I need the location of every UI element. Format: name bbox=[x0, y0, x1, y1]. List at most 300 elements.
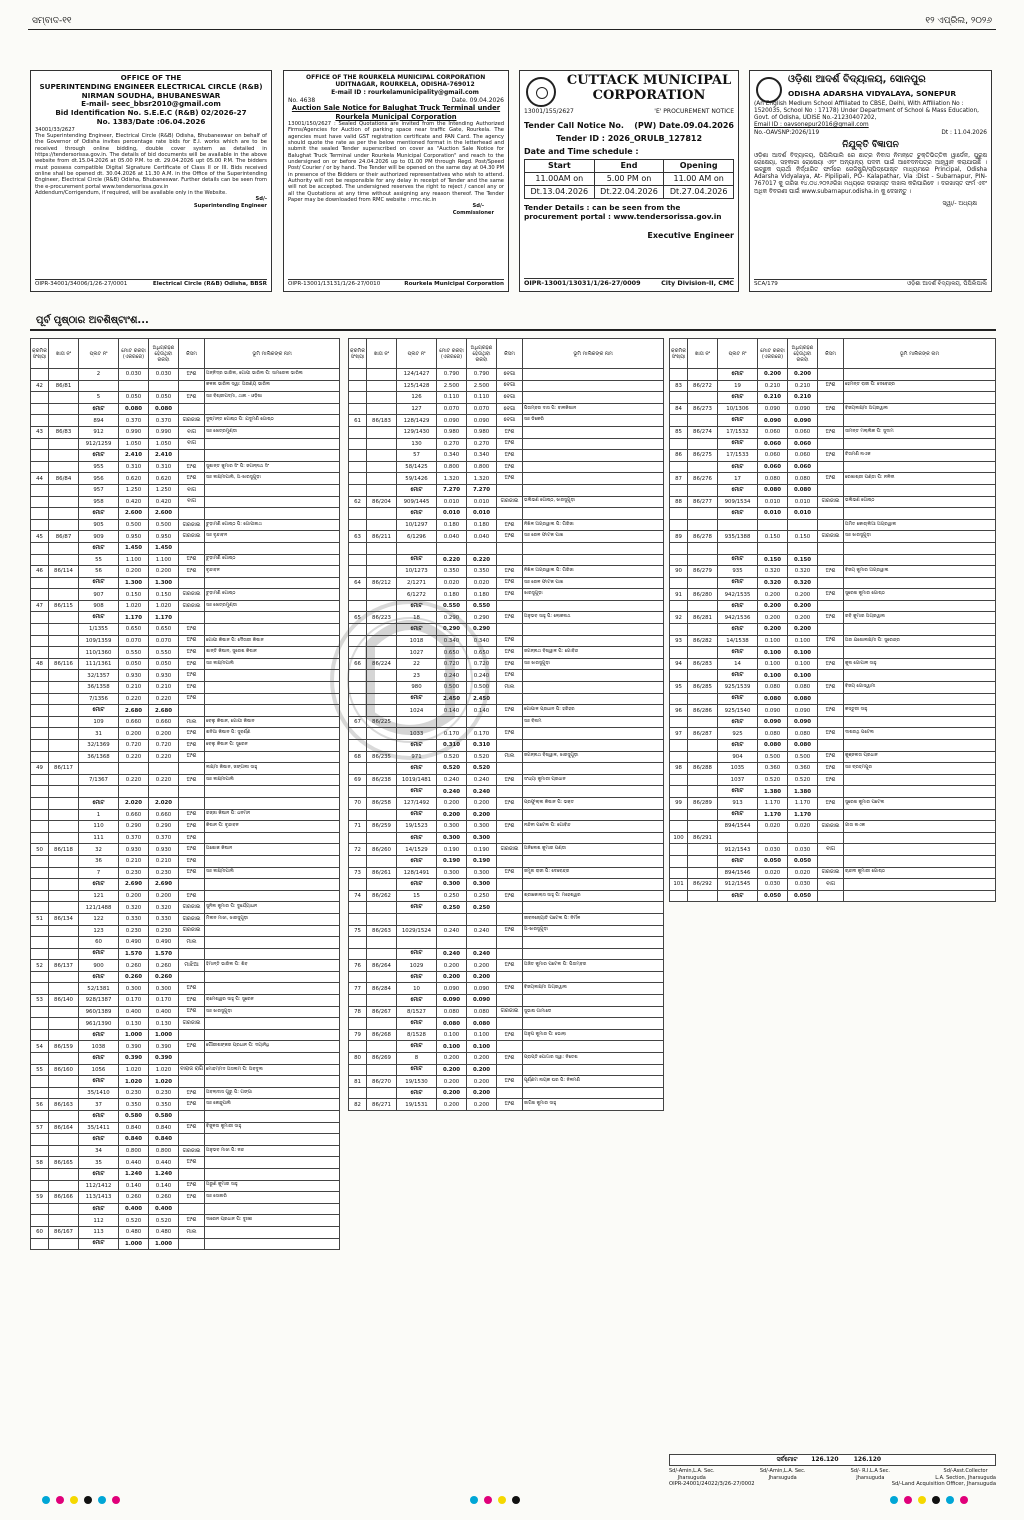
cell-sl bbox=[349, 786, 367, 798]
cell-t: 0.200 bbox=[119, 566, 149, 578]
cell-sl: 92 bbox=[670, 612, 688, 624]
cell-t: 0.240 bbox=[437, 786, 467, 798]
cell-pl: 23 bbox=[397, 670, 437, 682]
cell-sl: 82 bbox=[349, 1099, 367, 1111]
cell-t: 0.240 bbox=[437, 774, 467, 786]
cell-k: ଗରଜାଇ bbox=[179, 902, 205, 914]
cell-pl: 10 bbox=[397, 983, 437, 995]
table-row bbox=[349, 403, 664, 415]
cell-pl: ମୋଟ bbox=[718, 809, 758, 821]
column-header: ଭୂମି ମାଲିକଙ୍କ ନାମ bbox=[523, 339, 664, 369]
cell-sl: 61 bbox=[349, 415, 367, 427]
cell-sl bbox=[31, 589, 49, 601]
cell-kh bbox=[688, 461, 718, 473]
cell-sl: 67 bbox=[349, 716, 367, 728]
table-row bbox=[349, 670, 664, 682]
cell-pl: 17/1533 bbox=[718, 450, 758, 462]
cell-kh bbox=[49, 821, 79, 833]
total-row bbox=[670, 554, 996, 566]
cell-kh bbox=[367, 693, 397, 705]
cell-sl: 50 bbox=[31, 844, 49, 856]
cell-kh bbox=[49, 392, 79, 404]
cell-pl: ମୋଟ bbox=[397, 1087, 437, 1099]
cell-a: 0.210 bbox=[788, 380, 818, 392]
cell-sl bbox=[349, 913, 367, 925]
table-row bbox=[31, 438, 340, 450]
cell-a: 0.400 bbox=[149, 1203, 179, 1215]
cell-t: 0.990 bbox=[119, 426, 149, 438]
cell-k bbox=[497, 763, 523, 775]
cell-sl bbox=[349, 879, 367, 891]
cell-n bbox=[844, 508, 996, 520]
cell-sl bbox=[349, 728, 367, 740]
schedule-cell: Dt.13.04.2026 bbox=[525, 185, 595, 198]
cell-kh: 86/116 bbox=[49, 658, 79, 670]
cell-sl bbox=[349, 635, 367, 647]
cell-sl bbox=[31, 438, 49, 450]
cell-t: 0.060 bbox=[758, 450, 788, 462]
cell-kh: 86/279 bbox=[688, 566, 718, 578]
cell-pl: 109/1359 bbox=[79, 635, 119, 647]
cell-kh bbox=[49, 519, 79, 531]
cell-kh bbox=[367, 937, 397, 949]
cell-a: 0.980 bbox=[467, 426, 497, 438]
cell-k: ଅଂଶ bbox=[179, 1180, 205, 1192]
cell-n bbox=[205, 1134, 340, 1146]
column-header: କ୍ରମିକ ସଂଖ୍ୟା bbox=[31, 339, 49, 369]
cell-pl: 36/1368 bbox=[79, 751, 119, 763]
cell-n: ସାଃ ବ୍ରହ୍ମପୁର bbox=[844, 763, 996, 775]
cell-kh: 86/260 bbox=[367, 844, 397, 856]
cell-kh bbox=[367, 763, 397, 775]
cell-pl bbox=[397, 913, 437, 925]
cell-pl: ମୋଟ bbox=[79, 1111, 119, 1123]
cell-t: 0.840 bbox=[119, 1134, 149, 1146]
cell-t: 0.650 bbox=[437, 647, 467, 659]
table-row bbox=[670, 496, 996, 508]
cell-a: 0.370 bbox=[149, 832, 179, 844]
cell-k: ଅଂଶ bbox=[497, 960, 523, 972]
cell-sl bbox=[670, 624, 688, 636]
cell-a: 0.440 bbox=[149, 1157, 179, 1169]
cell-k: ମାଲ bbox=[179, 1226, 205, 1238]
cell-t: 0.500 bbox=[758, 751, 788, 763]
cell-n bbox=[844, 647, 996, 659]
cell-n bbox=[205, 496, 340, 508]
signature-place: L.A. Section, Jharsuguda bbox=[935, 1474, 996, 1481]
cell-n: ସୁରେଶ କୁମାର ଗୋଷ୍ଠ bbox=[844, 589, 996, 601]
cell-sl: 60 bbox=[31, 1226, 49, 1238]
cell-n: ବେଲୁ କିଷାନ, ଗୋପୀ କିଷାନ bbox=[205, 716, 340, 728]
cell-sl bbox=[349, 1087, 367, 1099]
cell-k bbox=[179, 1053, 205, 1065]
ad1-bid-id: Bid Identification No. S.E.E.C (R&B) 02/2026-27 bbox=[55, 108, 247, 118]
cell-sl bbox=[31, 1029, 49, 1041]
cell-sl bbox=[349, 855, 367, 867]
cell-n bbox=[523, 461, 664, 473]
cell-k: ଅଂଶ bbox=[179, 809, 205, 821]
cell-pl: ମୋଟ bbox=[79, 1134, 119, 1146]
schedule-cell: Dt.27.04.2026 bbox=[664, 185, 734, 198]
cell-pl: ମୋଟ bbox=[79, 403, 119, 415]
total-row bbox=[670, 415, 996, 427]
cell-sl bbox=[349, 1018, 367, 1030]
cell-k: ଅଂଶ bbox=[179, 369, 205, 381]
cell-sl bbox=[670, 554, 688, 566]
total-row bbox=[349, 624, 664, 636]
cell-t: 0.150 bbox=[119, 589, 149, 601]
cell-kh bbox=[367, 879, 397, 891]
cell-a: 0.790 bbox=[467, 369, 497, 381]
cell-pl: 126 bbox=[397, 392, 437, 404]
cell-kh bbox=[688, 438, 718, 450]
cell-k bbox=[818, 786, 844, 798]
column-header: ମୋଟ ରକବା (ଏକରରେ) bbox=[758, 339, 788, 369]
cell-n bbox=[844, 484, 996, 496]
cell-pl: 928/1387 bbox=[79, 995, 119, 1007]
cell-a: 0.130 bbox=[149, 1018, 179, 1030]
ad1-footer-office: Electrical Circle (R&B) Odisha, BBSR bbox=[152, 281, 267, 288]
cell-n bbox=[523, 971, 664, 983]
cell-sl: 97 bbox=[670, 728, 688, 740]
table-row bbox=[349, 797, 664, 809]
cell-n: ପୂର୍ଣ୍ଣମ ନାୟକ ଘର ପି: ନିଳମଣି bbox=[523, 1076, 664, 1088]
cell-a bbox=[467, 542, 497, 554]
cell-t: 0.370 bbox=[119, 415, 149, 427]
table-row bbox=[31, 682, 340, 694]
cell-kh bbox=[367, 670, 397, 682]
cell-pl: ମୋଟ bbox=[718, 624, 758, 636]
cell-pl: 8/1528 bbox=[397, 1029, 437, 1041]
cell-sl bbox=[349, 542, 367, 554]
cell-kh: 86/212 bbox=[367, 577, 397, 589]
cell-t: 0.180 bbox=[437, 589, 467, 601]
cell-k: ଅଂଶ bbox=[179, 728, 205, 740]
ad4-sign: ସ୍ୱା/- ଅଧ୍ୟକ୍ଷ bbox=[942, 199, 977, 207]
cell-a: 0.480 bbox=[149, 1226, 179, 1238]
cell-kh: 86/225 bbox=[367, 716, 397, 728]
cell-pl: 958 bbox=[79, 496, 119, 508]
cell-k: ଅଂଶ bbox=[179, 1087, 205, 1099]
table-row bbox=[31, 1145, 340, 1157]
cell-t: 0.660 bbox=[119, 716, 149, 728]
cell-n: ଅରୁଣ କୁମାର ସାହୁ bbox=[205, 1180, 340, 1192]
cell-sl bbox=[31, 450, 49, 462]
cell-t: 0.050 bbox=[119, 658, 149, 670]
cell-n: ସୁଶାନ୍ତ କୁମାର ସିଂ ପି: ଜଗନ୍ନାଥ ସିଂ bbox=[205, 461, 340, 473]
cell-a: 0.060 bbox=[788, 438, 818, 450]
cell-sl bbox=[349, 403, 367, 415]
cell-a: 0.240 bbox=[467, 925, 497, 937]
cell-sl bbox=[349, 1064, 367, 1076]
cell-t: 0.390 bbox=[119, 1053, 149, 1065]
cell-t: 0.220 bbox=[119, 774, 149, 786]
table-row bbox=[349, 496, 664, 508]
ad3-title-2: CORPORATION bbox=[592, 87, 706, 103]
cell-a: 0.230 bbox=[149, 867, 179, 879]
cell-kh bbox=[688, 508, 718, 520]
cell-k bbox=[818, 670, 844, 682]
cell-k bbox=[818, 392, 844, 404]
cell-kh bbox=[688, 647, 718, 659]
cell-a: 0.200 bbox=[467, 1087, 497, 1099]
cell-k bbox=[497, 1064, 523, 1076]
cell-kh bbox=[49, 751, 79, 763]
cell-k bbox=[179, 577, 205, 589]
cell-a: 1.450 bbox=[149, 542, 179, 554]
cell-t: 0.340 bbox=[437, 450, 467, 462]
table-row bbox=[31, 1099, 340, 1111]
cell-pl: 6/1296 bbox=[397, 531, 437, 543]
cell-pl: 2/1271 bbox=[397, 577, 437, 589]
cell-k: ଅଂଶ bbox=[818, 380, 844, 392]
ad3-schedule-label: Date and Time schedule : bbox=[524, 146, 639, 156]
cell-pl: ମୋଟ bbox=[397, 855, 437, 867]
cell-sl bbox=[349, 693, 367, 705]
cell-kh bbox=[367, 508, 397, 520]
cell-sl: 49 bbox=[31, 763, 49, 775]
cell-a: 0.150 bbox=[788, 531, 818, 543]
cell-n bbox=[205, 705, 340, 717]
cell-n: ବିଜୟଲକ୍ଷ୍ମୀ ଅଗ୍ରୱାଲ bbox=[523, 983, 664, 995]
total-row bbox=[349, 1064, 664, 1076]
cell-sl: 90 bbox=[670, 566, 688, 578]
cell-kh bbox=[367, 600, 397, 612]
cell-kh bbox=[688, 369, 718, 381]
cell-n bbox=[844, 542, 996, 554]
cell-k: ଅଂଶ bbox=[497, 890, 523, 902]
cell-sl bbox=[670, 867, 688, 879]
cell-n bbox=[205, 971, 340, 983]
cell-pl: 942/1535 bbox=[718, 589, 758, 601]
cell-kh: 86/273 bbox=[688, 403, 718, 415]
cell-kh: 86/286 bbox=[688, 705, 718, 717]
cell-t: 1.000 bbox=[119, 1238, 149, 1250]
cell-pl: 15 bbox=[397, 890, 437, 902]
cell-n: କଳନା ଭାରିଲ ସ୍ୱା: ଅରଣ୍ୟ ଭାରିଲ bbox=[205, 380, 340, 392]
cell-t: 0.200 bbox=[119, 890, 149, 902]
cell-n: ସୁରେଶ କୁମାର ପଟେଲ bbox=[844, 797, 996, 809]
cell-n: କୁଞ୍ଜଲତା ପ୍ରଧାନ bbox=[844, 751, 996, 763]
cell-sl bbox=[670, 844, 688, 856]
cell-kh bbox=[49, 624, 79, 636]
cell-kh bbox=[49, 682, 79, 694]
cell-t: 0.350 bbox=[119, 1099, 149, 1111]
cell-a: 0.050 bbox=[149, 392, 179, 404]
cell-n bbox=[844, 890, 996, 902]
cell-k bbox=[497, 937, 523, 949]
cell-kh: 86/163 bbox=[49, 1099, 79, 1111]
total-row bbox=[349, 832, 664, 844]
cell-kh bbox=[367, 554, 397, 566]
cell-t: 2.410 bbox=[119, 450, 149, 462]
cell-kh bbox=[49, 438, 79, 450]
table-row bbox=[31, 844, 340, 856]
cell-kh: 86/238 bbox=[367, 774, 397, 786]
cell-t: 2.600 bbox=[119, 508, 149, 520]
cell-pl: ମୋଟ bbox=[397, 809, 437, 821]
cell-t: 1.320 bbox=[437, 473, 467, 485]
cell-pl: ମୋଟ bbox=[79, 879, 119, 891]
cell-sl: 51 bbox=[31, 913, 49, 925]
cell-pl: 942/1536 bbox=[718, 612, 758, 624]
column-header: ଖାତା ନଂ bbox=[49, 339, 79, 369]
cell-kh: 86/140 bbox=[49, 995, 79, 1007]
cell-k: ଅଂଶ bbox=[497, 461, 523, 473]
total-row bbox=[670, 392, 996, 404]
ad3-title-1: CUTTACK MUNICIPAL bbox=[566, 73, 732, 88]
cell-sl bbox=[670, 369, 688, 381]
cell-pl: 123 bbox=[79, 925, 119, 937]
cell-sl bbox=[670, 716, 688, 728]
table-row bbox=[31, 473, 340, 485]
cell-sl bbox=[31, 902, 49, 914]
cell-t: 0.500 bbox=[437, 682, 467, 694]
cell-k bbox=[497, 1018, 523, 1030]
cell-n: ଅଜିତ କୁମାର ପଟେଲ ପି: ପିତାମ୍ବର bbox=[523, 960, 664, 972]
cell-k: ଅଂଶ bbox=[179, 1099, 205, 1111]
cell-pl: ମୋଟ bbox=[397, 693, 437, 705]
cell-t: 0.130 bbox=[119, 1018, 149, 1030]
cell-k bbox=[497, 995, 523, 1007]
cell-kh bbox=[49, 902, 79, 914]
cell-k bbox=[179, 542, 205, 554]
cell-t: 0.100 bbox=[758, 658, 788, 670]
cell-pl: ମୋଟ bbox=[397, 786, 437, 798]
cell-a: 0.300 bbox=[467, 821, 497, 833]
cell-pl: 1024 bbox=[397, 705, 437, 717]
cell-a: 0.240 bbox=[467, 670, 497, 682]
cell-kh: 86/272 bbox=[688, 380, 718, 392]
cell-sl bbox=[349, 763, 367, 775]
table-row bbox=[349, 612, 664, 624]
cell-sl bbox=[349, 971, 367, 983]
cell-a: 0.030 bbox=[788, 844, 818, 856]
cell-pl: ମୋଟ bbox=[718, 461, 758, 473]
cell-n: ଅର ଯଶୋଲକ୍ଷ୍ମୀ ପି: ସୁରେନ୍ଦ୍ର bbox=[844, 635, 996, 647]
cell-kh: 86/269 bbox=[367, 1053, 397, 1065]
cell-kh: 86/167 bbox=[49, 1226, 79, 1238]
ad1-line: SUPERINTENDING ENGINEER ELECTRICAL CIRCLE (R&B) bbox=[39, 81, 263, 91]
cell-kh bbox=[688, 867, 718, 879]
cell-a: 0.310 bbox=[467, 740, 497, 752]
cell-t: 0.290 bbox=[119, 821, 149, 833]
cell-n bbox=[523, 473, 664, 485]
cell-k: ଅଂଶ bbox=[818, 426, 844, 438]
cell-kh: 86/137 bbox=[49, 960, 79, 972]
cell-sl: 45 bbox=[31, 531, 49, 543]
cell-a: 0.090 bbox=[788, 415, 818, 427]
cell-k bbox=[818, 415, 844, 427]
cell-a: 0.050 bbox=[788, 855, 818, 867]
cell-kh: 86/211 bbox=[367, 531, 397, 543]
cell-a: 0.310 bbox=[149, 461, 179, 473]
cell-k bbox=[179, 403, 205, 415]
cell-sl bbox=[349, 450, 367, 462]
total-row bbox=[670, 369, 996, 381]
cell-sl: 43 bbox=[31, 426, 49, 438]
cell-a: 0.950 bbox=[149, 531, 179, 543]
cell-sl: 95 bbox=[670, 682, 688, 694]
cell-t: 0.500 bbox=[119, 519, 149, 531]
table-row bbox=[349, 461, 664, 473]
table-row bbox=[31, 728, 340, 740]
cell-n bbox=[844, 809, 996, 821]
table-row bbox=[31, 867, 340, 879]
cell-sl bbox=[31, 821, 49, 833]
cell-k: ବାଗ bbox=[179, 484, 205, 496]
total-row bbox=[670, 786, 996, 798]
cell-k bbox=[818, 519, 844, 531]
cell-n bbox=[844, 624, 996, 636]
cell-pl: ମୋଟ bbox=[397, 1018, 437, 1030]
cell-a: 0.330 bbox=[149, 913, 179, 925]
cell-n bbox=[844, 693, 996, 705]
cell-kh bbox=[367, 1041, 397, 1053]
cell-k bbox=[818, 369, 844, 381]
cell-k bbox=[497, 809, 523, 821]
cell-sl bbox=[31, 832, 49, 844]
cell-pl: ମୋଟ bbox=[397, 995, 437, 1007]
cell-kh bbox=[49, 879, 79, 891]
cell-pl: 31 bbox=[79, 728, 119, 740]
cell-pl: 18 bbox=[397, 612, 437, 624]
cell-k bbox=[497, 879, 523, 891]
cell-a: 0.070 bbox=[149, 635, 179, 647]
cell-pl: 125/1428 bbox=[397, 380, 437, 392]
total-row bbox=[670, 484, 996, 496]
cell-pl bbox=[397, 937, 437, 949]
cell-sl bbox=[31, 1134, 49, 1146]
cell-kh: 86/268 bbox=[367, 1029, 397, 1041]
schedule-cell: 11.00AM on bbox=[525, 173, 595, 186]
cell-sl bbox=[349, 426, 367, 438]
cell-sl bbox=[349, 682, 367, 694]
cell-sl bbox=[31, 740, 49, 752]
cell-k: ଅଂଶ bbox=[497, 658, 523, 670]
cell-a: 0.210 bbox=[149, 855, 179, 867]
cell-sl bbox=[31, 415, 49, 427]
table-row bbox=[349, 1053, 664, 1065]
cell-kh: 86/224 bbox=[367, 658, 397, 670]
cell-n bbox=[523, 693, 664, 705]
table-row bbox=[31, 774, 340, 786]
cell-t: 0.050 bbox=[758, 855, 788, 867]
cell-t: 0.260 bbox=[119, 971, 149, 983]
cell-k: ଅଂଶ bbox=[179, 647, 205, 659]
cell-n: ଗୋପୀ କିଷାନ ପି: ଦୈତାରୀ କିଷାନ bbox=[205, 635, 340, 647]
cell-kh bbox=[49, 774, 79, 786]
cell-a: 0.550 bbox=[467, 600, 497, 612]
cell-t bbox=[437, 716, 467, 728]
cell-n: ଜୀବନଜ୍ୟୋତି ପଟେଲ ପି: ନିର୍ମଳ bbox=[523, 913, 664, 925]
cell-sl bbox=[31, 1145, 49, 1157]
signature-title: Sd/- R.I.L.A Sec. bbox=[850, 1468, 891, 1474]
cell-a: 0.290 bbox=[149, 821, 179, 833]
cell-k bbox=[179, 380, 205, 392]
cell-t: 0.210 bbox=[119, 855, 149, 867]
cell-n bbox=[205, 1238, 340, 1250]
ad2-line: OFFICE OF THE ROURKELA MUNICIPAL CORPORATION bbox=[306, 74, 486, 81]
cell-a: 0.200 bbox=[149, 890, 179, 902]
cell-a: 0.110 bbox=[467, 392, 497, 404]
cell-sl bbox=[31, 1053, 49, 1065]
table-row bbox=[349, 647, 664, 659]
cell-t: 0.090 bbox=[758, 403, 788, 415]
cell-a: 0.350 bbox=[467, 566, 497, 578]
cell-n bbox=[844, 554, 996, 566]
cell-sl: 98 bbox=[670, 763, 688, 775]
